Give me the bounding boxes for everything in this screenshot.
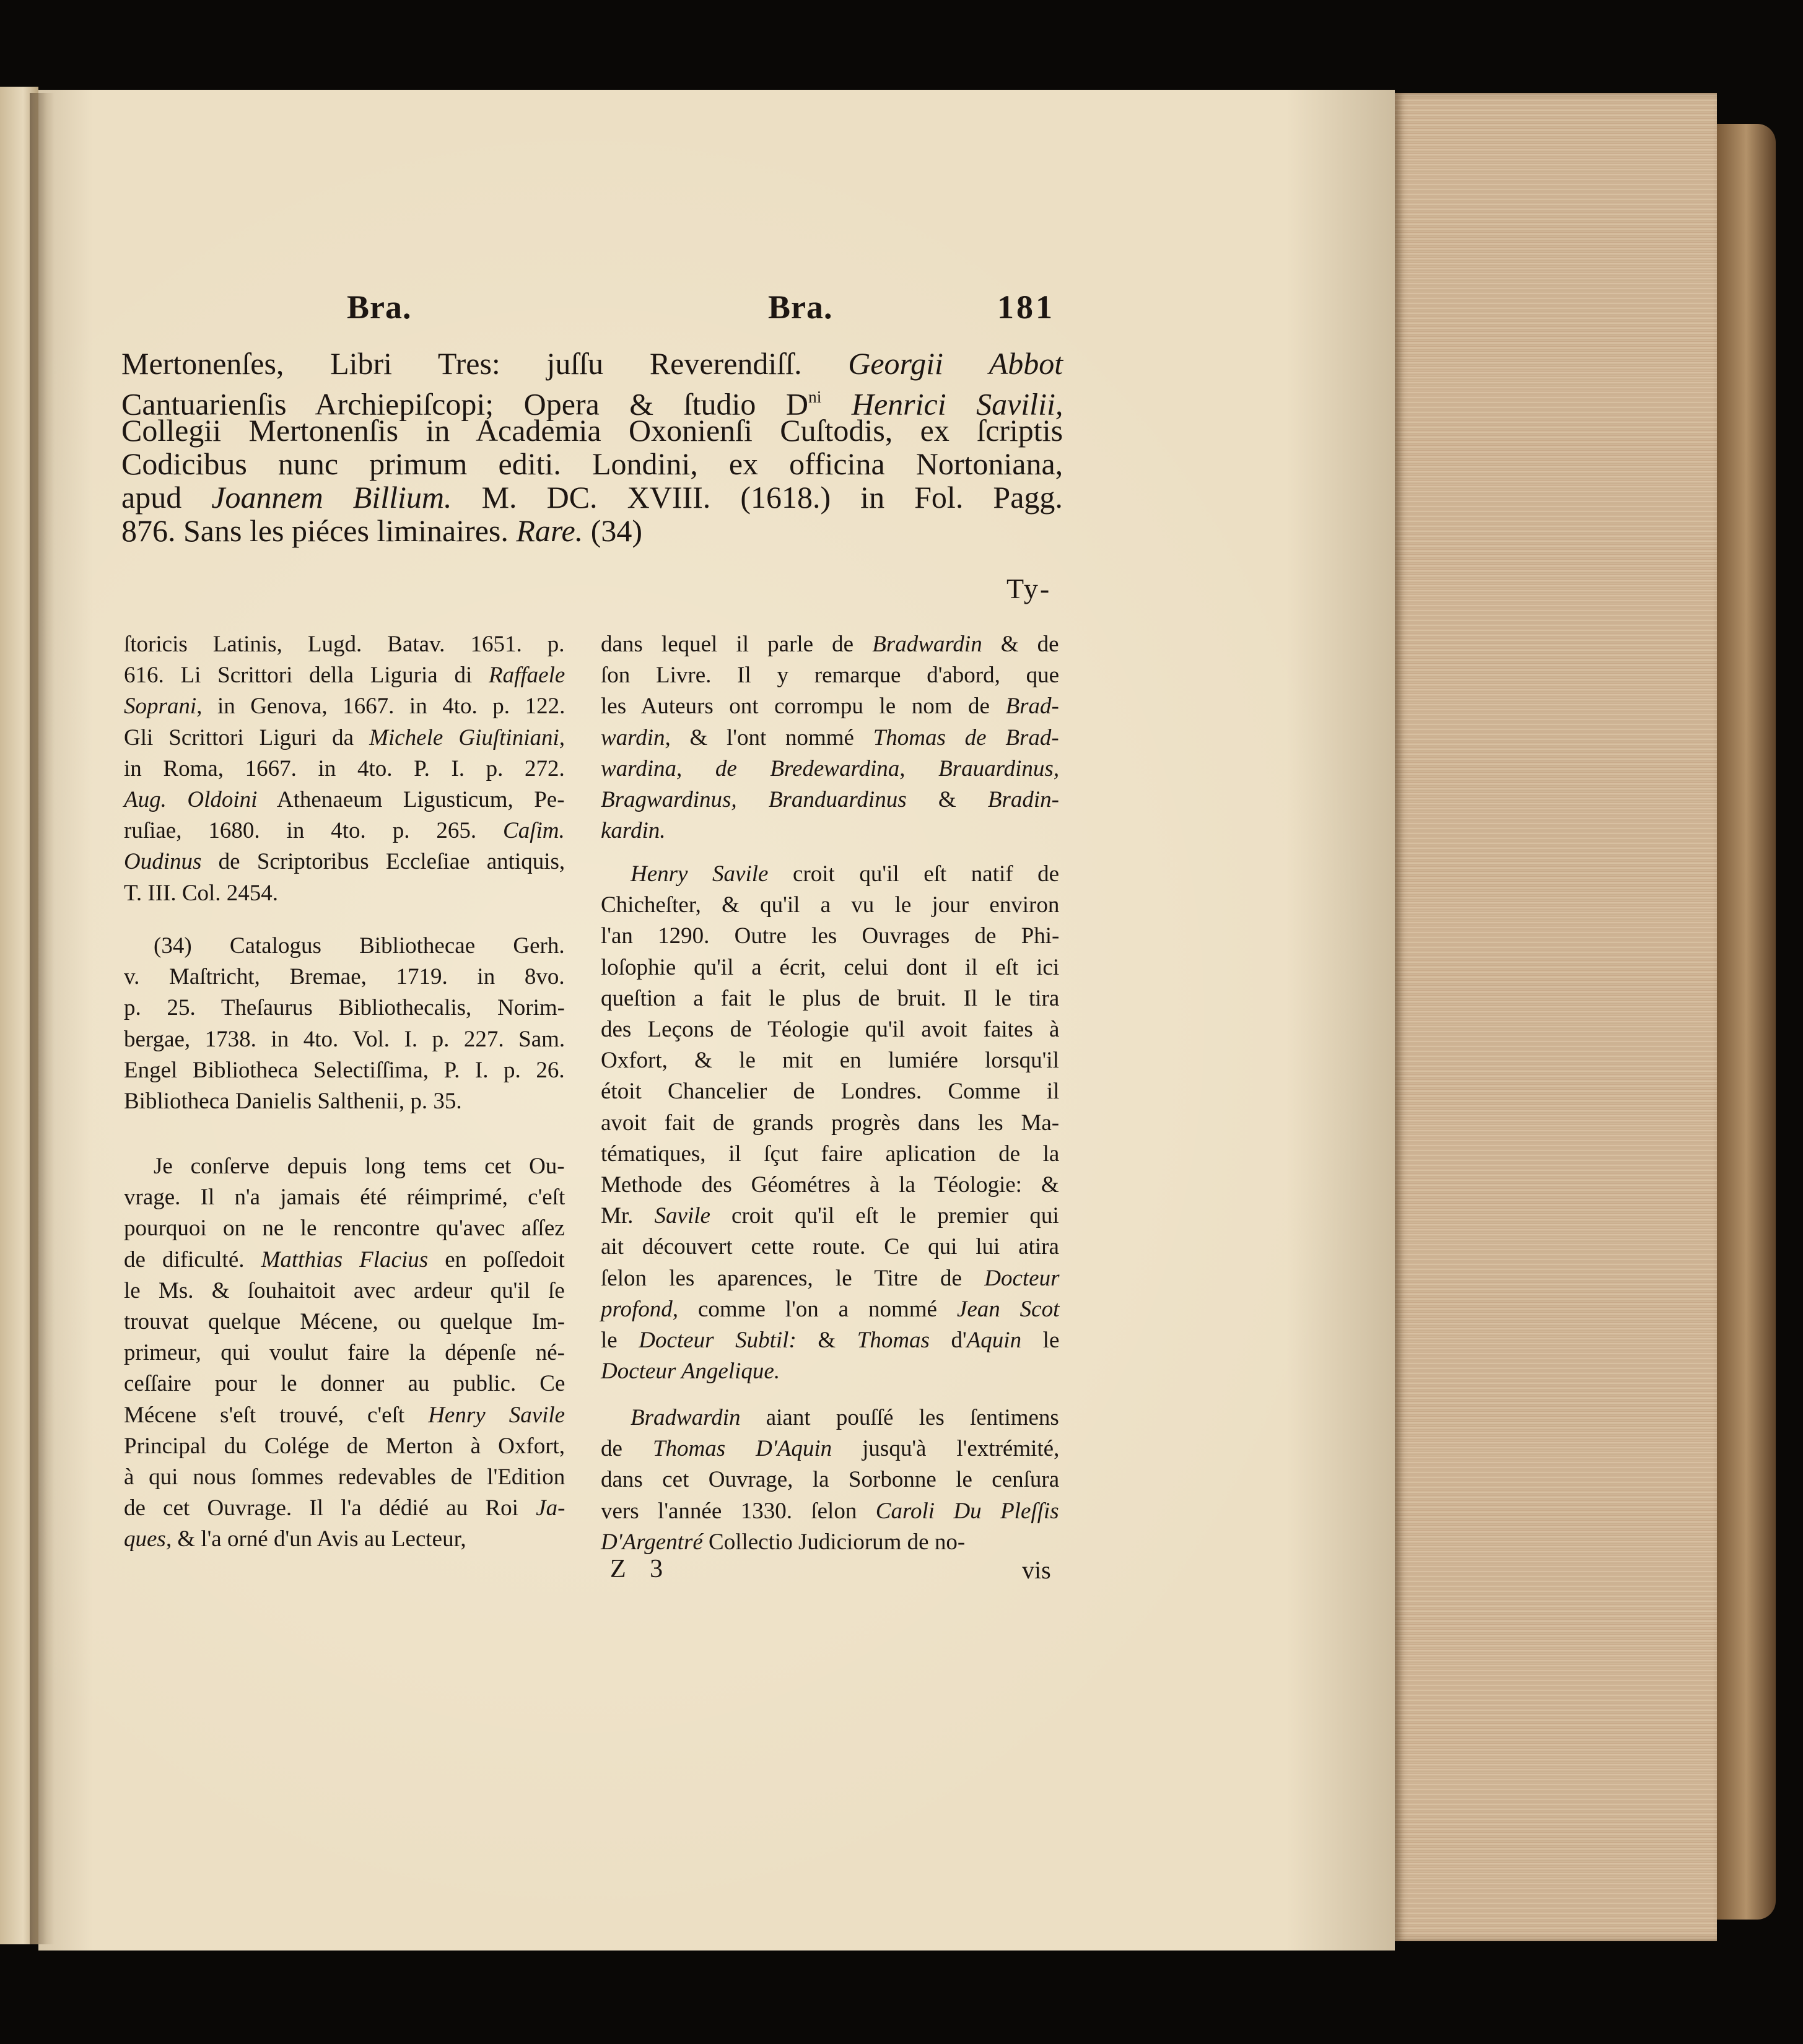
left_column-line bbox=[124, 753, 565, 785]
right_column-line bbox=[601, 1263, 1059, 1295]
text-run: Gli Scrittori Liguri da bbox=[124, 724, 370, 750]
main-text-line bbox=[121, 514, 642, 547]
right_column-line bbox=[601, 1076, 1059, 1108]
text-run: le bbox=[1021, 1328, 1060, 1353]
text-run: de bbox=[601, 1436, 653, 1462]
right_column-line bbox=[601, 1294, 1059, 1326]
right_column-line bbox=[601, 628, 1059, 661]
text-run: Codicibus nunc primum editi. Londini, ex officina Nortoniana, bbox=[121, 446, 1063, 481]
right_column-line bbox=[601, 784, 1059, 816]
left_column-line bbox=[124, 659, 565, 692]
running-head-left: Bra. bbox=[347, 289, 412, 326]
italic-text: Matthias Flacius bbox=[261, 1246, 429, 1272]
italic-text: Henry Savile bbox=[631, 861, 769, 887]
running-head-center: Bra. bbox=[768, 289, 833, 326]
text-run: étoit Chancelier de Londres. Comme il bbox=[601, 1079, 1060, 1105]
right_column-line bbox=[631, 858, 1059, 890]
left_column-line bbox=[124, 1430, 565, 1463]
text-run: & de bbox=[982, 632, 1059, 657]
left_column-line bbox=[124, 846, 565, 878]
right_column-line bbox=[601, 815, 665, 847]
main-text-line bbox=[121, 447, 1063, 481]
text-run: Cantuarienſis Archiepiſcopi; Opera & ſtudio D bbox=[121, 386, 808, 422]
text-run: trouvat quelque Mécene, ou quelque Im- bbox=[124, 1309, 565, 1334]
italic-text: Thomas de Brad- bbox=[873, 724, 1059, 750]
text-run: vrage. Il n'a jamais été réimprimé, c'eſt bbox=[124, 1185, 565, 1211]
italic-text: Docteur Angelique. bbox=[601, 1359, 780, 1385]
italic-text: profond, bbox=[601, 1296, 679, 1322]
italic-text: Savile bbox=[654, 1203, 710, 1229]
left_column-line bbox=[124, 992, 565, 1024]
italic-text: wardina, de Bredewardina, Brauardinus, bbox=[601, 755, 1060, 781]
italic-text: Jean Scot bbox=[956, 1296, 1060, 1322]
italic-text: Bradin- bbox=[987, 787, 1059, 812]
right_column-line bbox=[601, 1495, 1059, 1528]
text-run: pourquoi on ne le rencontre qu'avec aſſez bbox=[124, 1216, 565, 1242]
text-run: T. III. Col. 2454. bbox=[124, 880, 279, 906]
main-text-line bbox=[121, 347, 1063, 380]
italic-text: kardin. bbox=[601, 818, 666, 844]
text-run: de Scriptoribus Eccleſiae antiquis, bbox=[201, 849, 565, 875]
text-run: M. DC. XVIII. (1618.) in Fol. Pagg. bbox=[452, 480, 1063, 515]
main-text-line bbox=[121, 414, 1063, 447]
italic-text: Aug. Oldoini bbox=[124, 787, 258, 812]
text-run: Collectio Judiciorum de no- bbox=[702, 1529, 966, 1555]
text-run: en poſſedoit bbox=[428, 1246, 565, 1272]
right_column-line bbox=[601, 1014, 1059, 1046]
italic-text: Aquin bbox=[966, 1328, 1022, 1353]
italic-text: Joannem Billium. bbox=[211, 480, 452, 515]
text-run: ruſiae, 1680. in 4to. p. 265. bbox=[124, 818, 504, 844]
italic-text: Henry Savile bbox=[428, 1402, 565, 1428]
book-cover-edge bbox=[1717, 124, 1776, 1920]
text-run: tématiques, il ſçut faire aplication de la bbox=[601, 1141, 1060, 1167]
italic-text: Caſim. bbox=[503, 818, 565, 844]
left_column-line bbox=[124, 1368, 565, 1400]
catchword-top: Ty- bbox=[1006, 573, 1052, 604]
italic-text: Soprani, bbox=[124, 694, 203, 720]
right_column-line bbox=[601, 920, 1059, 952]
left_column-line bbox=[124, 1024, 565, 1056]
left_column-line bbox=[124, 1399, 565, 1432]
right_column-line bbox=[601, 1324, 1059, 1357]
left_column-line bbox=[124, 1492, 565, 1524]
left_column-line bbox=[124, 1337, 565, 1369]
text-run: vers l'année 1330. ſelon bbox=[601, 1498, 876, 1524]
italic-text: Ja- bbox=[536, 1495, 565, 1521]
italic-text: Docteur bbox=[984, 1265, 1060, 1291]
text-run: primeur, qui voulut faire la dépenſe né- bbox=[124, 1340, 565, 1366]
left_column-line bbox=[124, 961, 565, 993]
text-run: apud bbox=[121, 480, 212, 515]
italic-text: D'Argentré bbox=[601, 1529, 703, 1555]
text-run: 616. Li Scrittori della Liguria di bbox=[124, 663, 489, 689]
right_column-line bbox=[601, 889, 1059, 921]
right_column-line bbox=[601, 1045, 1059, 1077]
text-run: v. Maſtricht, Bremae, 1719. in 8vo. bbox=[124, 964, 565, 990]
left_column-line bbox=[124, 1523, 466, 1555]
right_column-line bbox=[601, 722, 1059, 754]
text-run: avoit fait de grands progrès dans les Ma- bbox=[601, 1110, 1060, 1136]
text-run: & l'ont nommé bbox=[670, 724, 873, 750]
italic-text: wardin, bbox=[601, 724, 671, 750]
italic-text: Henrici Savilii, bbox=[851, 386, 1063, 422]
left_column-line bbox=[154, 1150, 565, 1183]
left_column-line bbox=[124, 1055, 565, 1087]
text-run: Mr. bbox=[601, 1203, 655, 1229]
right_column-line bbox=[601, 1464, 1059, 1496]
text-run: Oxfort, & le mit en lumiére lorsqu'il bbox=[601, 1048, 1059, 1074]
left_column-line bbox=[154, 930, 565, 962]
text-run: bergae, 1738. in 4to. Vol. I. p. 227. Sam. bbox=[124, 1026, 565, 1052]
text-run: Je conſerve depuis long tems cet Ou- bbox=[154, 1154, 565, 1179]
signature-mark: Z 3 bbox=[610, 1555, 672, 1583]
left_column-line bbox=[124, 628, 565, 661]
right_column-line bbox=[601, 1107, 1059, 1139]
right_column-line bbox=[601, 690, 1059, 723]
text-run: 876. Sans les piéces liminaires. bbox=[121, 513, 517, 548]
right_column-line bbox=[631, 1402, 1059, 1434]
right_column-line bbox=[601, 1200, 1059, 1232]
text-run: comme l'on a nommé bbox=[678, 1296, 957, 1322]
text-run: p. 25. Theſaurus Bibliothecalis, Norim- bbox=[124, 995, 565, 1021]
book-gutter bbox=[30, 93, 55, 1944]
text-run: aiant pouſſé les ſentimens bbox=[740, 1405, 1059, 1430]
text-run: & bbox=[906, 787, 988, 812]
italic-text: Georgii Abbot bbox=[848, 346, 1063, 381]
text-run: & l'a orné d'un Avis au Lecteur, bbox=[172, 1526, 466, 1552]
text-run: & bbox=[796, 1328, 857, 1353]
left_column-line bbox=[124, 1212, 565, 1245]
left_column-line bbox=[124, 815, 565, 847]
text-run: l'an 1290. Outre les Ouvrages de Phi- bbox=[601, 923, 1060, 949]
left_column-line bbox=[124, 1244, 565, 1276]
text-run: ceſſaire pour le donner au public. Ce bbox=[124, 1371, 565, 1397]
text-run: d' bbox=[929, 1328, 967, 1353]
text-run: croit qu'il eſt natif de bbox=[768, 861, 1060, 887]
left_column-line bbox=[124, 690, 565, 723]
text-run: Mertonenſes, Libri Tres: juſſu Reverendiſſ. bbox=[121, 346, 849, 381]
right_column-line bbox=[601, 753, 1059, 785]
italic-text: Oudinus bbox=[124, 849, 202, 875]
text-run: Engel Bibliotheca Selectiſſima, P. I. p. 26. bbox=[124, 1057, 565, 1083]
text-run: ait découvert cette route. Ce qui lui atira bbox=[601, 1234, 1059, 1260]
text-run: ſelon les aparences, le Titre de bbox=[601, 1265, 985, 1291]
left_column-line bbox=[124, 1085, 462, 1118]
text-run: (34) Catalogus Bibliothecae Gerh. bbox=[154, 933, 565, 959]
italic-text: Thomas D'Aquin bbox=[652, 1436, 832, 1462]
right_column-line bbox=[601, 1355, 780, 1388]
text-run: in Roma, 1667. in 4to. P. I. p. 272. bbox=[124, 755, 565, 781]
page-block-edge bbox=[1395, 93, 1717, 1941]
italic-text: Bradwardin bbox=[872, 632, 982, 657]
left_column-line bbox=[124, 1275, 565, 1307]
text-run: ſtoricis Latinis, Lugd. Batav. 1651. p. bbox=[124, 632, 565, 657]
text-run: de dificulté. bbox=[124, 1246, 261, 1272]
right_column-line bbox=[601, 952, 1059, 984]
italic-text: Bragwardinus, Branduardinus bbox=[601, 787, 907, 812]
text-run: Methode des Géométres à la Téologie: & bbox=[601, 1172, 1059, 1198]
page-number: 181 bbox=[997, 289, 1055, 326]
italic-text: Docteur Subtil: bbox=[639, 1328, 797, 1353]
text-run: le Ms. & ſouhaitoit avec ardeur qu'il ſe bbox=[124, 1277, 565, 1303]
text-run: ſon Livre. Il y remarque d'abord, que bbox=[601, 663, 1060, 689]
text-run: ni bbox=[808, 387, 822, 406]
text-run: in Genova, 1667. in 4to. p. 122. bbox=[202, 694, 565, 720]
left_column-line bbox=[124, 1181, 565, 1214]
right_column-line bbox=[601, 1526, 965, 1559]
right_column-line bbox=[601, 659, 1059, 692]
text-run: Bibliotheca Danielis Salthenii, p. 35. bbox=[124, 1089, 462, 1114]
text-run: queſtion a fait le plus de bruit. Il le tira bbox=[601, 985, 1060, 1011]
left_column-line bbox=[124, 877, 278, 910]
italic-text: Bradwardin bbox=[631, 1405, 741, 1430]
catchword-bottom: vis bbox=[1022, 1556, 1051, 1584]
italic-text: Thomas bbox=[857, 1328, 930, 1353]
italic-text: Caroli Du Pleſſis bbox=[875, 1498, 1059, 1524]
text-run: le bbox=[601, 1328, 639, 1353]
left_column-line bbox=[124, 1461, 565, 1494]
right_column-line bbox=[601, 1169, 1059, 1201]
text-run: Chicheſter, & qu'il a vu le jour environ bbox=[601, 892, 1060, 918]
text-run: Collegii Mertonenſis in Academia Oxonienſi Cuſtodis, ex ſcriptis bbox=[121, 413, 1063, 448]
italic-text: ques, bbox=[124, 1526, 172, 1552]
text-run: Principal du Colége de Merton à Oxfort, bbox=[124, 1433, 565, 1459]
right_column-line bbox=[601, 983, 1059, 1015]
text-run: les Auteurs ont corrompu le nom de bbox=[601, 694, 1006, 720]
text-run: de cet Ouvrage. Il l'a dédié au Roi bbox=[124, 1495, 536, 1521]
text-run: loſophie qu'il a écrit, celui dont il eſt ici bbox=[601, 954, 1060, 980]
text-run: dans lequel il parle de bbox=[601, 632, 873, 657]
text-run: croit qu'il eſt le premier qui bbox=[710, 1203, 1059, 1229]
text-run: Mécene s'eſt trouvé, c'eſt bbox=[124, 1402, 429, 1428]
text-run: dans cet Ouvrage, la Sorbonne le cenſura bbox=[601, 1467, 1060, 1493]
text-run: (34) bbox=[583, 513, 643, 548]
right_column-line bbox=[601, 1433, 1059, 1465]
left_column-line bbox=[124, 722, 565, 754]
text-run: à qui nous ſommes redevables de l'Edition bbox=[124, 1464, 565, 1490]
text-run: Athenaeum Ligusticum, Pe- bbox=[257, 787, 565, 812]
italic-text: Brad- bbox=[1005, 694, 1059, 720]
main-text-line bbox=[121, 481, 1063, 514]
italic-text: Michele Giuſtiniani, bbox=[369, 724, 565, 750]
left_column-line bbox=[124, 1306, 565, 1338]
italic-text: Rare. bbox=[516, 513, 583, 548]
text-run: jusqu'à l'extrémité, bbox=[832, 1436, 1060, 1462]
right_column-line bbox=[601, 1138, 1059, 1170]
right_column-line bbox=[601, 1231, 1059, 1263]
left_column-line bbox=[124, 784, 565, 816]
text-run: des Leçons de Téologie qu'il avoit faites à bbox=[601, 1017, 1060, 1042]
italic-text: Raffaele bbox=[488, 663, 565, 689]
